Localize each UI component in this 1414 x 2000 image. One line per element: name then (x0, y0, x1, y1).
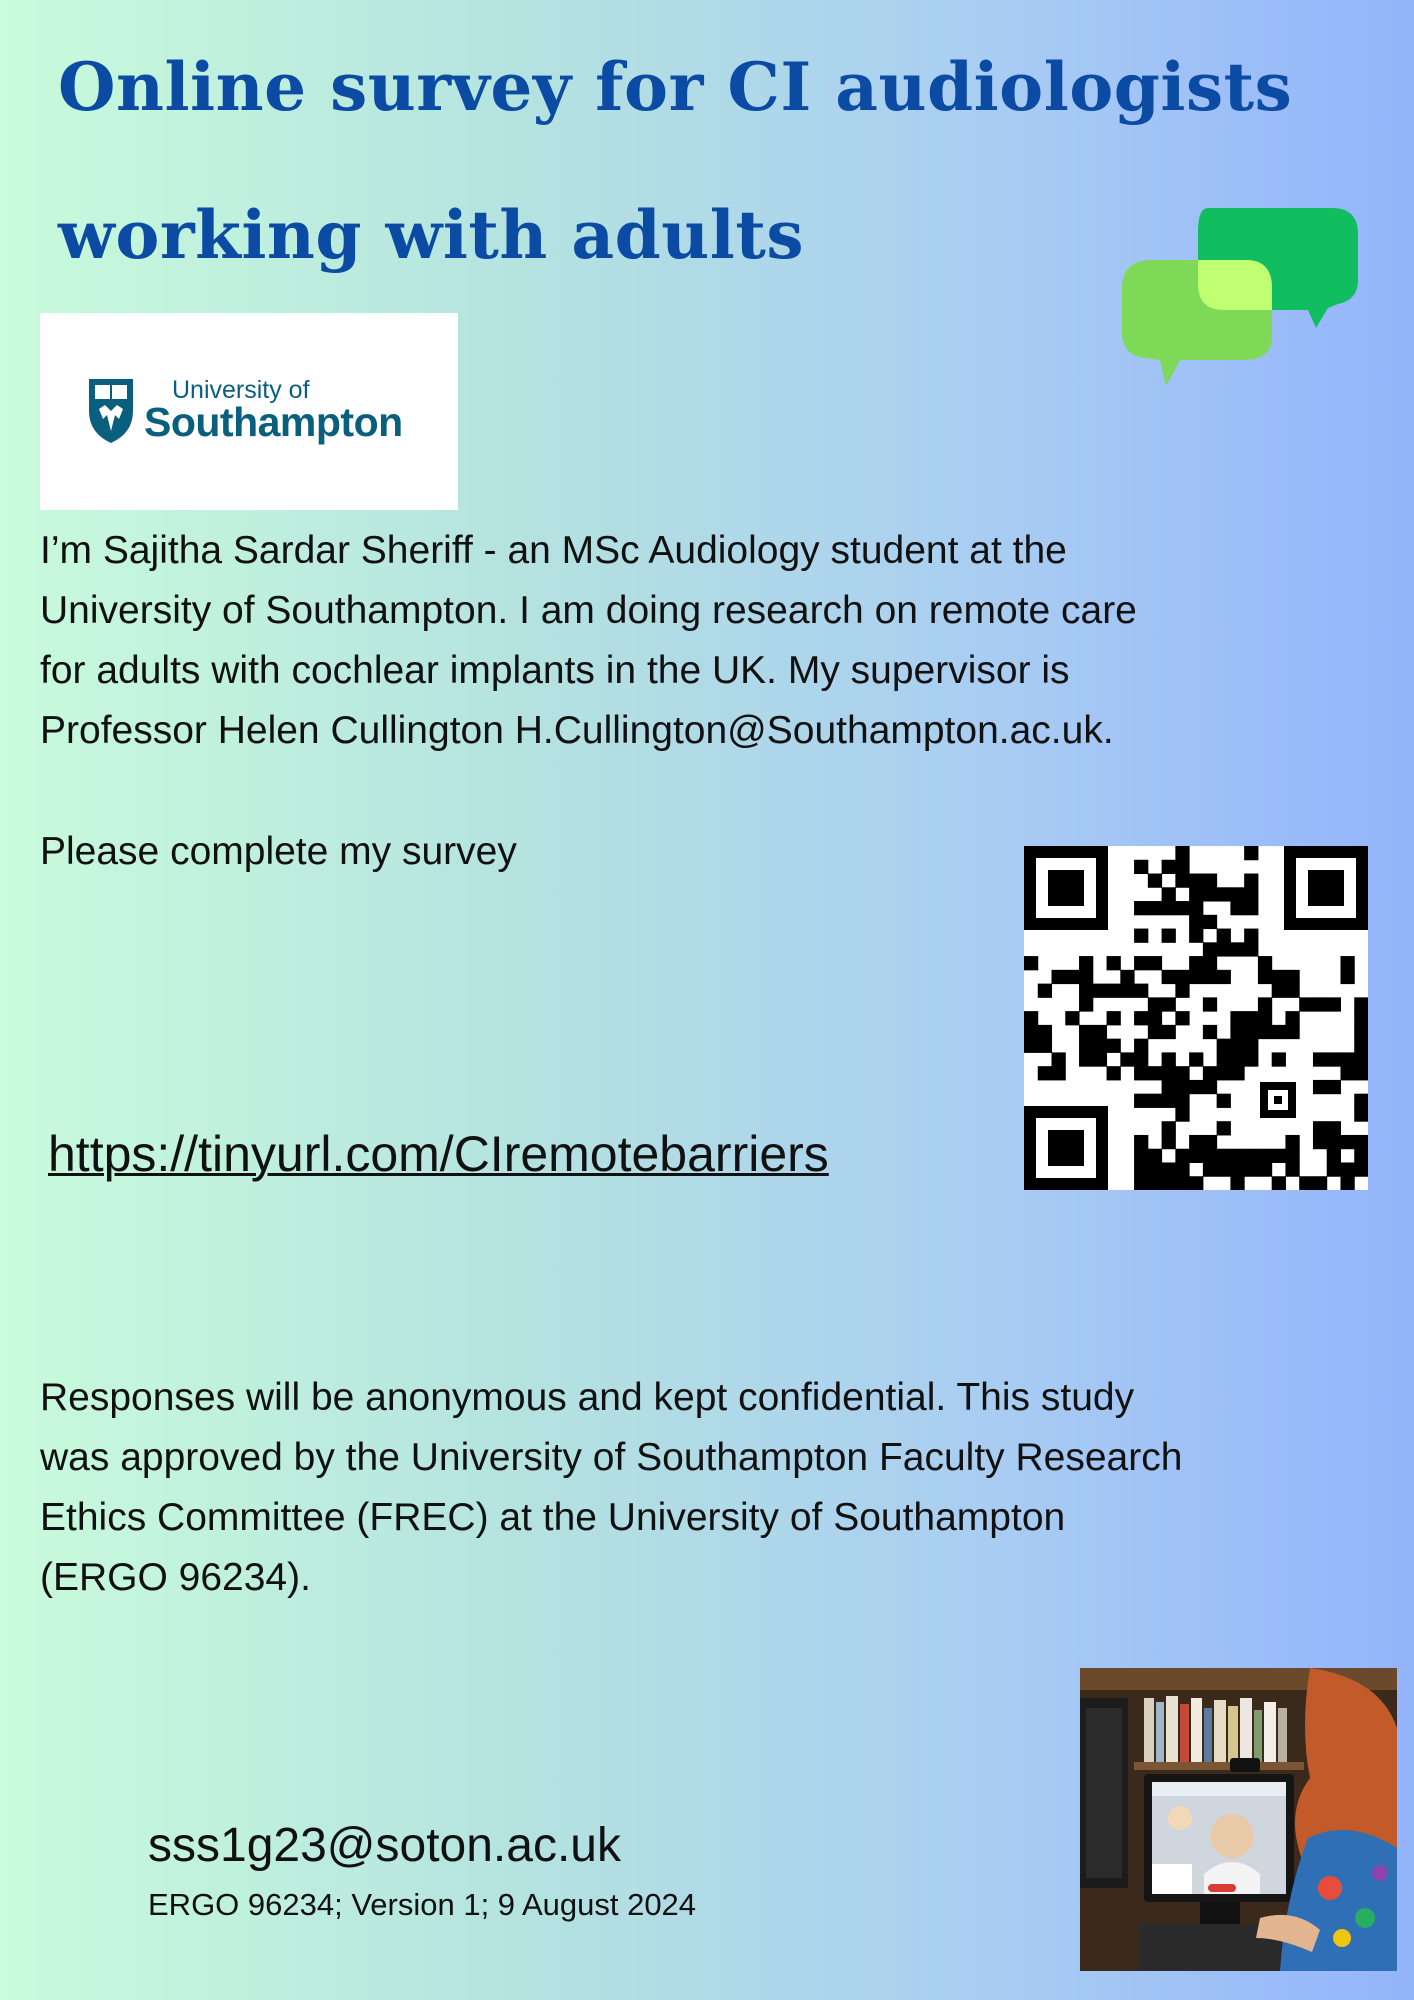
speech-bubbles-icon (1118, 208, 1364, 418)
intro-line: University of Southampton. I am doing research on remote care (40, 589, 1137, 632)
qr-code[interactable] (1024, 846, 1368, 1190)
ethics-line: (ERGO 96234). (40, 1556, 311, 1599)
version-note: ERGO 96234; Version 1; 9 August 2024 (148, 1887, 697, 1922)
intro-paragraph (40, 521, 1137, 761)
survey-call-to-action: Please complete my survey (40, 830, 517, 873)
logo-text-southampton: Southampton (144, 399, 403, 445)
university-logo (40, 313, 458, 510)
contact-email[interactable]: sss1g23@soton.ac.uk (148, 1819, 621, 1872)
university-crest-icon (85, 375, 137, 445)
video-call-photo (1080, 1668, 1397, 1971)
poster-title-line-2: working with adults (58, 196, 804, 274)
intro-line: I’m Sajitha Sardar Sheriff - an MSc Audiology student at the (40, 529, 1067, 572)
survey-link[interactable]: https://tinyurl.com/CIremotebarriers (48, 1126, 829, 1182)
ethics-paragraph (40, 1368, 1182, 1608)
ethics-line: was approved by the University of Southampton Faculty Research (40, 1436, 1183, 1479)
logo-text-university-of: University of (172, 376, 310, 404)
poster-title-line-1: Online survey for CI audiologists (58, 48, 1293, 126)
ethics-line: Ethics Committee (FREC) at the University of Southampton (40, 1496, 1066, 1539)
ethics-line: Responses will be anonymous and kept confidential. This study (40, 1376, 1135, 1419)
intro-line: Professor Helen Cullington H.Cullington@Southampton.ac.uk. (40, 709, 1114, 752)
intro-line: for adults with cochlear implants in the UK. My supervisor is (40, 649, 1070, 692)
